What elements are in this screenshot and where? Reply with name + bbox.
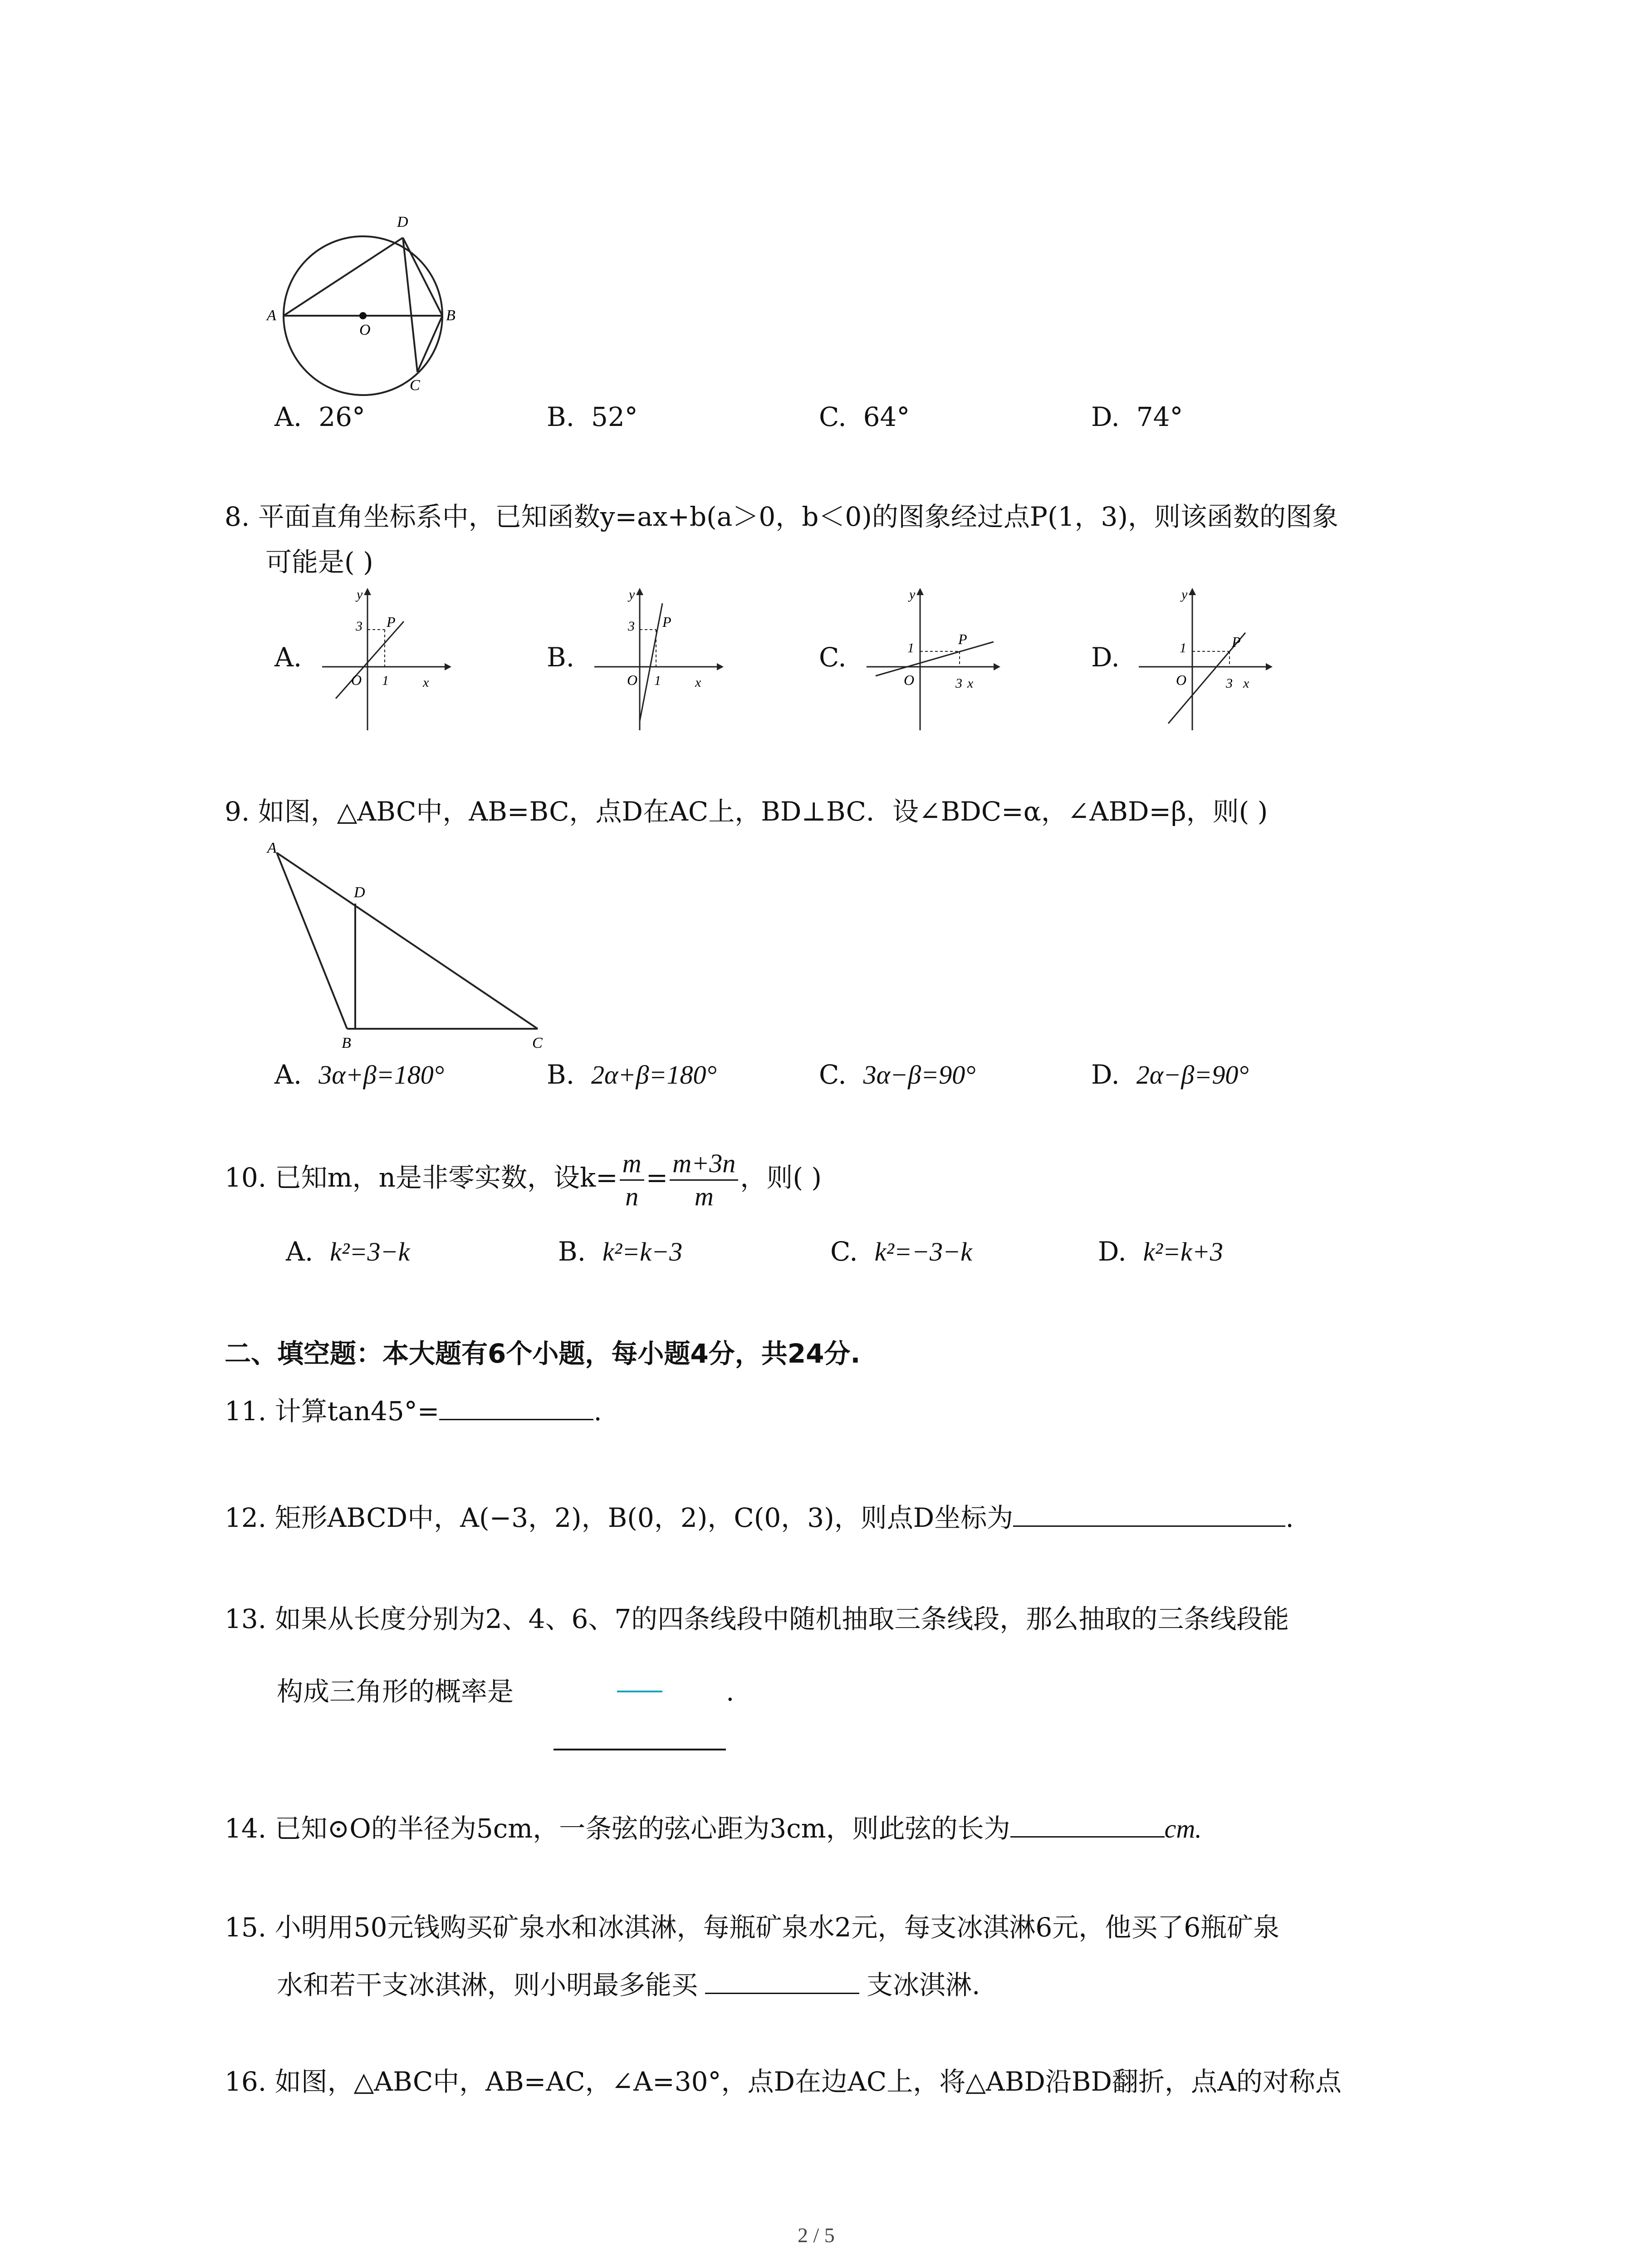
q7-option-a: A. 26° xyxy=(274,401,366,432)
q8-graph-b xyxy=(590,585,726,735)
q7-label-d: D xyxy=(397,214,408,230)
q8-option-a-letter: A. xyxy=(274,642,302,673)
q8-stem-line1: 8. 平面直角坐标系中，已知函数y=ax+b(a＞0，b＜0)的图象经过点P(1，3)，则该函数的图象 xyxy=(225,501,1339,532)
q9-label-b: B xyxy=(342,1035,351,1051)
q8-b-point: P xyxy=(662,614,671,630)
q8-b-x-label: x xyxy=(695,675,701,690)
q8-d-x-label: x xyxy=(1243,676,1249,691)
q9-label-c: C xyxy=(532,1035,543,1051)
q9-option-d: D. 2α−β=90° xyxy=(1091,1059,1249,1090)
q10-option-a: A. k²=3−k xyxy=(286,1236,410,1267)
q7-circle-figure xyxy=(259,209,458,399)
q10-option-c: C. k²=−3−k xyxy=(830,1236,972,1267)
q9-option-c: C. 3α−β=90° xyxy=(819,1059,976,1090)
q8-a-ytick: 3 xyxy=(356,619,362,634)
section-2-heading: 二、填空题：本大题有6个小题，每小题4分，共24分. xyxy=(225,1338,861,1369)
q9-label-a: A xyxy=(267,840,277,856)
q8-d-xtick: 3 xyxy=(1226,676,1233,691)
q8-c-xtick: 3 xyxy=(955,676,962,691)
q13-answer-blank[interactable] xyxy=(554,1749,726,1750)
q7-option-d: D. 74° xyxy=(1091,401,1183,432)
q8-c-origin: O xyxy=(904,672,915,688)
q8-option-d-letter: D. xyxy=(1091,642,1120,673)
q8-graph-a xyxy=(318,585,454,735)
q8-a-point: P xyxy=(387,614,396,630)
q11: 11. 计算tan45°= . xyxy=(225,1393,602,1427)
q11-answer-blank[interactable] xyxy=(439,1393,593,1420)
q14-answer-blank[interactable] xyxy=(1010,1810,1165,1838)
q8-b-y-label: y xyxy=(629,587,635,602)
q13-line1: 13. 如果从长度分别为2、4、6、7的四条线段中随机抽取三条线段，那么抽取的三条线段能 xyxy=(225,1603,1289,1634)
q7-label-a: A xyxy=(267,307,276,324)
q8-a-x-label: x xyxy=(423,675,429,690)
q7-label-b: B xyxy=(446,307,456,324)
q8-option-b-letter: B. xyxy=(547,642,575,673)
q9-option-a: A. 3α+β=180° xyxy=(274,1059,445,1090)
q9-triangle-figure xyxy=(261,835,560,1052)
q8-c-x-label: x xyxy=(967,676,974,691)
q8-option-c-letter: C. xyxy=(819,642,847,673)
q8-graph-c xyxy=(862,585,1007,735)
q15-line2: 水和若干支冰淇淋，则小明最多能买 支冰淇淋. xyxy=(277,1966,980,2001)
q10-option-b: B. k²=k−3 xyxy=(558,1236,683,1267)
q10-stem: 10. 已知m，n是非零实数，设k= $\frac{m}{n}$ = $\frac{m+3n}{m}$ ，则( ) xyxy=(225,1148,822,1212)
q15-line1: 15. 小明用50元钱购买矿泉水和冰淇淋，每瓶矿泉水2元，每支冰淇淋6元，他买了6瓶矿泉 xyxy=(225,1912,1280,1943)
q9-stem: 9. 如图，△ABC中，AB=BC，点D在AC上，BD⊥BC．设∠BDC=α，∠ABD=β，则( ) xyxy=(225,796,1268,827)
q8-b-xtick: 1 xyxy=(654,673,661,688)
q10-stem-suffix: ，则( ) xyxy=(740,1162,822,1193)
q7-option-b: B. 52° xyxy=(547,401,638,432)
q13-suffix: . xyxy=(726,1676,735,1707)
q10-stem-prefix: 10. 已知m，n是非零实数，设k= xyxy=(225,1162,618,1193)
q13-fraction-bar xyxy=(617,1691,662,1692)
q12-answer-blank[interactable] xyxy=(1013,1499,1285,1527)
q8-b-ytick: 3 xyxy=(628,619,635,634)
q8-stem-line2: 可能是( ) xyxy=(265,547,373,577)
q16-line1: 16. 如图，△ABC中，AB=AC，∠A=30°，点D在边AC上，将△ABD沿BD翻折，点A的对称点 xyxy=(225,2066,1342,2097)
q8-a-xtick: 1 xyxy=(382,673,389,688)
q8-d-point: P xyxy=(1232,634,1241,650)
q8-c-ytick: 1 xyxy=(907,640,914,655)
q7-option-c: C. 64° xyxy=(819,401,910,432)
q8-graph-d xyxy=(1134,585,1279,735)
q8-a-origin: O xyxy=(351,672,362,688)
q10-fraction-2: $\frac{m+3n}{m}$ xyxy=(670,1148,738,1212)
q7-label-c: C xyxy=(410,377,420,394)
q8-c-point: P xyxy=(958,631,967,647)
q8-d-y-label: y xyxy=(1181,587,1188,602)
q8-d-origin: O xyxy=(1176,672,1187,688)
q7-label-o: O xyxy=(359,322,371,338)
q10-option-d: D. k²=k+3 xyxy=(1098,1236,1223,1267)
q8-d-ytick: 1 xyxy=(1180,640,1186,655)
page-number: 2 / 5 xyxy=(798,2224,835,2247)
q8-a-y-label: y xyxy=(357,587,363,602)
q9-option-b: B. 2α+β=180° xyxy=(547,1059,717,1090)
q8-b-origin: O xyxy=(627,672,638,688)
q12: 12. 矩形ABCD中，A(−3，2)，B(0，2)，C(0，3)，则点D坐标为 . xyxy=(225,1499,1294,1534)
q8-c-y-label: y xyxy=(909,587,916,602)
q15-answer-blank[interactable] xyxy=(705,1966,859,1994)
q13-line2: 构成三角形的概率是 xyxy=(277,1676,514,1707)
q10-fraction-1: $\frac{m}{n}$ xyxy=(620,1148,644,1212)
q14: 14. 已知⊙O的半径为5cm，一条弦的弦心距为3cm，则此弦的长为 cm. xyxy=(225,1810,1202,1845)
q9-label-d: D xyxy=(354,884,365,901)
